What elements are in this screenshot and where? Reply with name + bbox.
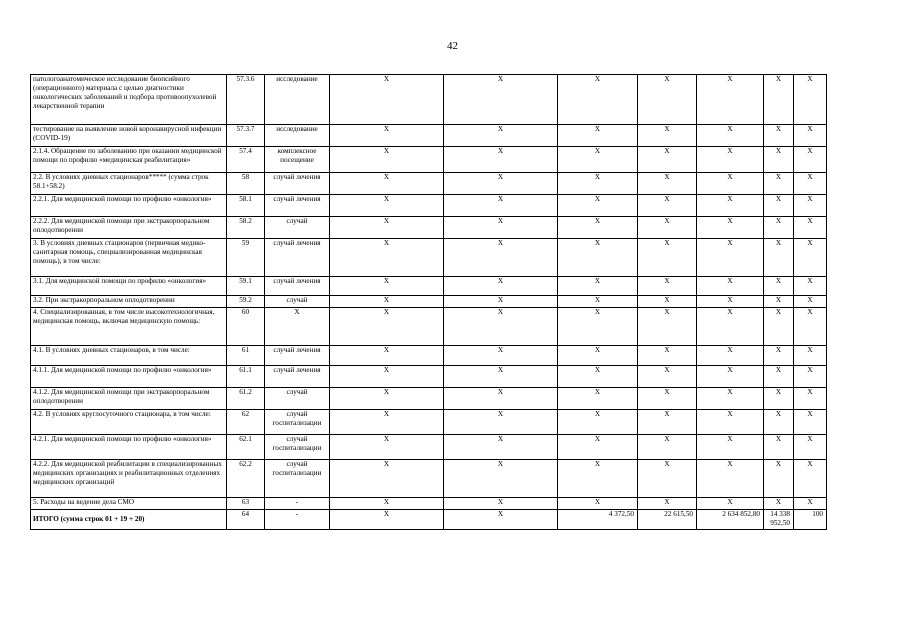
row-code-cell: 58.2 [227,217,265,239]
row-value-cell: X [330,410,444,435]
row-value-cell: X [697,277,764,296]
row-value-cell: X [330,195,444,217]
row-code-cell: 59.1 [227,277,265,296]
row-value-cell: X [444,308,558,346]
row-value-cell: X [697,308,764,346]
row-name-cell: 4. Специализированная, в том числе высокотехнологичная, медицинская помощь, включая медицинскую помощь: [31,308,227,346]
row-value-cell: X [444,173,558,195]
row-value-cell: X [764,125,794,147]
row-value-cell: X [638,460,697,498]
row-unit-cell: случай госпитализации [265,460,330,498]
row-value-cell: X [638,308,697,346]
row-value-cell: X [558,296,638,308]
row-value-cell: X [444,346,558,366]
row-unit-cell: случай [265,217,330,239]
row-value-cell: X [794,366,827,388]
row-value-cell: X [638,498,697,510]
row-value-cell: X [794,346,827,366]
row-value-cell: X [638,296,697,308]
row-name-cell: 4.1.2. Для медицинской помощи при экстракорпоральном оплодотворении [31,388,227,410]
row-value-cell: 14 338 952,50 [764,510,794,530]
row-value-cell: X [697,388,764,410]
data-table [30,74,827,530]
row-value-cell: X [764,460,794,498]
row-value-cell: X [638,366,697,388]
row-value-cell: X [558,498,638,510]
row-unit-cell: X [265,308,330,346]
table-row [31,308,827,346]
row-value-cell: X [697,195,764,217]
row-value-cell: X [330,217,444,239]
row-name-cell: 3.1. Для медицинской помощи по профилю «онкология» [31,277,227,296]
row-value-cell: 22 615,50 [638,510,697,530]
row-name-cell: 4.1.1. Для медицинской помощи по профилю «онкология» [31,366,227,388]
row-value-cell: X [764,388,794,410]
row-value-cell: X [444,277,558,296]
table-body [31,75,827,530]
row-value-cell: X [444,388,558,410]
row-value-cell: X [697,125,764,147]
row-unit-cell: случай [265,296,330,308]
row-value-cell: X [794,388,827,410]
table-row [31,366,827,388]
row-code-cell: 62.2 [227,460,265,498]
row-unit-cell: исследование [265,75,330,125]
row-value-cell: X [697,173,764,195]
row-value-cell: X [444,125,558,147]
table-row [31,296,827,308]
row-value-cell: X [764,239,794,277]
table-row [31,410,827,435]
row-value-cell: X [444,460,558,498]
row-value-cell: X [638,147,697,173]
row-unit-cell: случай лечения [265,239,330,277]
row-unit-cell: случай лечения [265,366,330,388]
row-code-cell: 58.1 [227,195,265,217]
row-value-cell: X [697,346,764,366]
row-code-cell: 59 [227,239,265,277]
row-code-cell: 61.1 [227,366,265,388]
row-value-cell: X [330,366,444,388]
row-value-cell: X [638,346,697,366]
row-code-cell: 62 [227,410,265,435]
row-value-cell: X [764,498,794,510]
row-value-cell: X [330,460,444,498]
row-value-cell: X [330,346,444,366]
row-value-cell: X [638,410,697,435]
row-value-cell: X [558,435,638,460]
row-code-cell: 58 [227,173,265,195]
row-value-cell: X [444,435,558,460]
table-row [31,510,827,530]
row-value-cell: X [558,125,638,147]
row-value-cell: X [764,75,794,125]
row-value-cell: X [794,460,827,498]
table-row [31,239,827,277]
row-unit-cell: случай [265,388,330,410]
row-value-cell: X [638,173,697,195]
row-value-cell: X [638,75,697,125]
row-code-cell: 57.3.6 [227,75,265,125]
row-value-cell: X [444,366,558,388]
row-unit-cell: комплексное посещение [265,147,330,173]
row-code-cell: 63 [227,498,265,510]
row-value-cell: X [558,173,638,195]
row-value-cell: X [794,308,827,346]
row-value-cell: X [558,75,638,125]
row-value-cell: X [558,388,638,410]
row-value-cell: X [697,239,764,277]
row-value-cell: X [638,217,697,239]
row-value-cell: X [558,346,638,366]
row-value-cell: 4 372,50 [558,510,638,530]
row-value-cell: X [638,388,697,410]
row-code-cell: 62.1 [227,435,265,460]
row-unit-cell: случай госпитализации [265,410,330,435]
table-row [31,388,827,410]
row-value-cell: X [794,75,827,125]
row-value-cell: X [697,366,764,388]
row-value-cell: X [330,388,444,410]
row-value-cell: X [444,217,558,239]
row-name-cell: 2.2.2. Для медицинской помощи при экстракорпоральном оплодотворении [31,217,227,239]
row-value-cell: X [444,239,558,277]
table-row [31,75,827,125]
row-name-cell: 5. Расходы на ведение дела СМО [31,498,227,510]
row-value-cell: X [697,435,764,460]
row-value-cell: X [764,346,794,366]
row-value-cell: X [444,195,558,217]
row-value-cell: X [794,435,827,460]
row-value-cell: X [697,296,764,308]
row-unit-cell: исследование [265,125,330,147]
row-value-cell: X [764,147,794,173]
row-value-cell: X [794,498,827,510]
row-value-cell: X [558,460,638,498]
row-value-cell: X [638,277,697,296]
row-value-cell: X [330,125,444,147]
row-value-cell: X [558,308,638,346]
row-value-cell: X [697,460,764,498]
row-value-cell: X [697,147,764,173]
table-row [31,217,827,239]
row-value-cell: X [764,410,794,435]
row-value-cell: X [638,125,697,147]
row-value-cell: X [764,277,794,296]
row-value-cell: X [330,75,444,125]
row-value-cell: X [558,195,638,217]
row-name-cell: 3. В условиях дневных стационаров (первичная медико-санитарная помощь, специализированная медицинская помощь), в том числе: [31,239,227,277]
row-value-cell: X [764,195,794,217]
row-value-cell: X [794,239,827,277]
row-name-cell: 4.1. В условиях дневных стационаров, в том числе: [31,346,227,366]
row-value-cell: X [558,217,638,239]
row-value-cell: X [764,296,794,308]
row-code-cell: 61.2 [227,388,265,410]
row-value-cell: X [444,296,558,308]
row-value-cell: X [330,239,444,277]
row-name-cell: 4.2.1. Для медицинской помощи по профилю «онкология» [31,435,227,460]
row-value-cell: 2 634 852,80 [697,510,764,530]
row-value-cell: X [444,75,558,125]
row-value-cell: X [444,498,558,510]
row-value-cell: X [697,217,764,239]
row-value-cell: X [794,277,827,296]
row-name-cell: патологоанатомическое исследование биопсийного (операционного) материала с целью диагностики онкологических заболеваний и подбора противоопухолевой лекарственной терапии [31,75,227,125]
row-value-cell: X [638,435,697,460]
row-code-cell: 61 [227,346,265,366]
row-value-cell: X [558,147,638,173]
row-value-cell: X [330,510,444,530]
row-value-cell: X [638,195,697,217]
table-row [31,147,827,173]
table-row [31,173,827,195]
row-value-cell: X [330,173,444,195]
table-row [31,277,827,296]
table-row [31,498,827,510]
row-code-cell: 57.4 [227,147,265,173]
row-value-cell: X [794,173,827,195]
row-value-cell: X [330,296,444,308]
row-value-cell: X [794,410,827,435]
row-name-cell: 2.1.4. Обращение по заболеванию при оказании медицинской помощи по профилю «медицинская реабилитация» [31,147,227,173]
row-value-cell: X [638,239,697,277]
row-value-cell: X [764,435,794,460]
row-unit-cell: случай госпитализации [265,435,330,460]
row-unit-cell: - [265,498,330,510]
row-value-cell: X [444,410,558,435]
row-name-cell: 2.2. В условиях дневных стационаров***** (сумма строк 58.1+58.2) [31,173,227,195]
row-name-cell: ИТОГО (сумма строк 01 + 19 + 20) [31,510,227,530]
row-value-cell: X [558,239,638,277]
row-unit-cell: случай лечения [265,277,330,296]
row-name-cell: тестирование на выявление новой коронавирусной инфекции (COVID-19) [31,125,227,147]
row-value-cell: X [764,366,794,388]
table-row [31,435,827,460]
row-value-cell: X [330,277,444,296]
row-value-cell: 100 [794,510,827,530]
row-value-cell: X [444,510,558,530]
row-unit-cell: случай лечения [265,195,330,217]
row-name-cell: 3.2. При экстракорпоральном оплодотворении [31,296,227,308]
row-value-cell: X [330,498,444,510]
row-value-cell: X [330,147,444,173]
row-name-cell: 4.2. В условиях круглосуточного стационара, в том числе: [31,410,227,435]
row-value-cell: X [697,75,764,125]
row-value-cell: X [697,410,764,435]
row-name-cell: 4.2.2. Для медицинской реабилитации в специализированных медицинских организациях и реабилитационных отделениях медицинских организаций [31,460,227,498]
row-value-cell: X [697,498,764,510]
row-value-cell: X [330,435,444,460]
row-value-cell: X [558,277,638,296]
table-row [31,460,827,498]
row-unit-cell: случай лечения [265,173,330,195]
row-unit-cell: - [265,510,330,530]
row-value-cell: X [558,366,638,388]
row-value-cell: X [794,125,827,147]
row-code-cell: 57.3.7 [227,125,265,147]
row-value-cell: X [558,410,638,435]
row-value-cell: X [794,147,827,173]
row-code-cell: 64 [227,510,265,530]
row-value-cell: X [764,173,794,195]
row-unit-cell: случай лечения [265,346,330,366]
table-row [31,195,827,217]
table-row [31,125,827,147]
row-value-cell: X [764,217,794,239]
row-code-cell: 60 [227,308,265,346]
row-name-cell: 2.2.1. Для медицинской помощи по профилю «онкология» [31,195,227,217]
row-code-cell: 59.2 [227,296,265,308]
row-value-cell: X [794,296,827,308]
page-number: 42 [447,40,458,52]
row-value-cell: X [764,308,794,346]
row-value-cell: X [330,308,444,346]
table-row [31,346,827,366]
row-value-cell: X [794,217,827,239]
row-value-cell: X [444,147,558,173]
row-value-cell: X [794,195,827,217]
